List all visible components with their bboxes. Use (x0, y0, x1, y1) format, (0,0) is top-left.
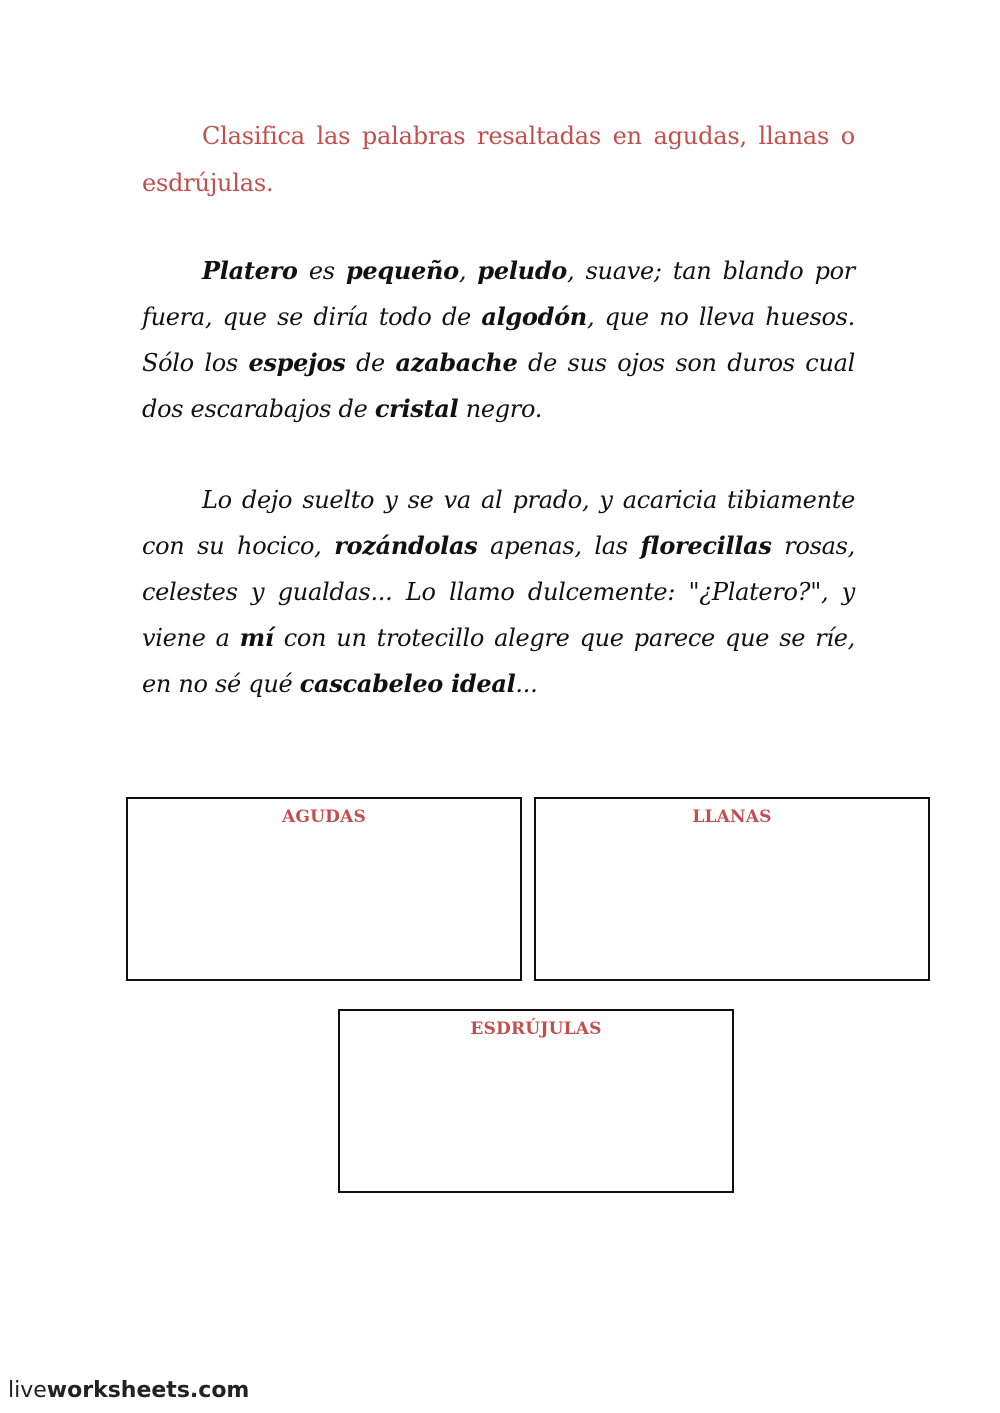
passage-paragraph-1: Platero es pequeño, peludo, suave; tan blando por fuera, que se diría todo de algodón, que no lleva huesos. Sólo los espejos de azabache de sus ojos son duros cual dos escarabajos de cristal negro. (142, 256, 855, 423)
logo-suffix: .com (189, 1378, 250, 1403)
highlighted-word: espejos (248, 348, 346, 377)
highlighted-word: mí (239, 623, 274, 652)
highlighted-word: Platero (202, 256, 298, 285)
highlighted-word: rozándolas (334, 531, 478, 560)
llanas-answer-area[interactable] (550, 839, 914, 967)
highlighted-word: pequeño (345, 256, 459, 285)
highlighted-word: azabache (395, 348, 518, 377)
esdrujulas-answer-area[interactable] (354, 1051, 718, 1179)
esdrujulas-box[interactable] (338, 1009, 734, 1193)
agudas-title: AGUDAS (282, 807, 366, 827)
llanas-box[interactable] (534, 797, 930, 981)
highlighted-word: algodón (481, 302, 587, 331)
highlighted-word: florecillas (640, 531, 772, 560)
llanas-title: LLANAS (692, 807, 772, 827)
passage-paragraph-2: Lo dejo suelto y se va al prado, y acaricia tibiamente con su hocico, rozándolas apenas, las florecillas rosas, celestes y gualdas... Lo llamo dulcemente: "¿Platero?", y viene a mí con un trotecillo alegre que parece que se ríe, en no sé qué cascabeleo ideal... (142, 486, 856, 698)
instruction-text: Clasifica las palabras resaltadas en agudas, llanas o esdrújulas. (142, 122, 855, 197)
highlighted-word: cascabeleo ideal (299, 669, 516, 698)
liveworksheets-logo (8, 1378, 249, 1403)
agudas-answer-area[interactable] (142, 839, 506, 967)
agudas-box[interactable] (126, 797, 522, 981)
highlighted-word: peludo (477, 256, 568, 285)
logo-brand: worksheets (46, 1378, 190, 1403)
logo-prefix: live (8, 1378, 47, 1403)
highlighted-word: cristal (374, 394, 459, 423)
esdrujulas-title: ESDRÚJULAS (470, 1019, 602, 1039)
